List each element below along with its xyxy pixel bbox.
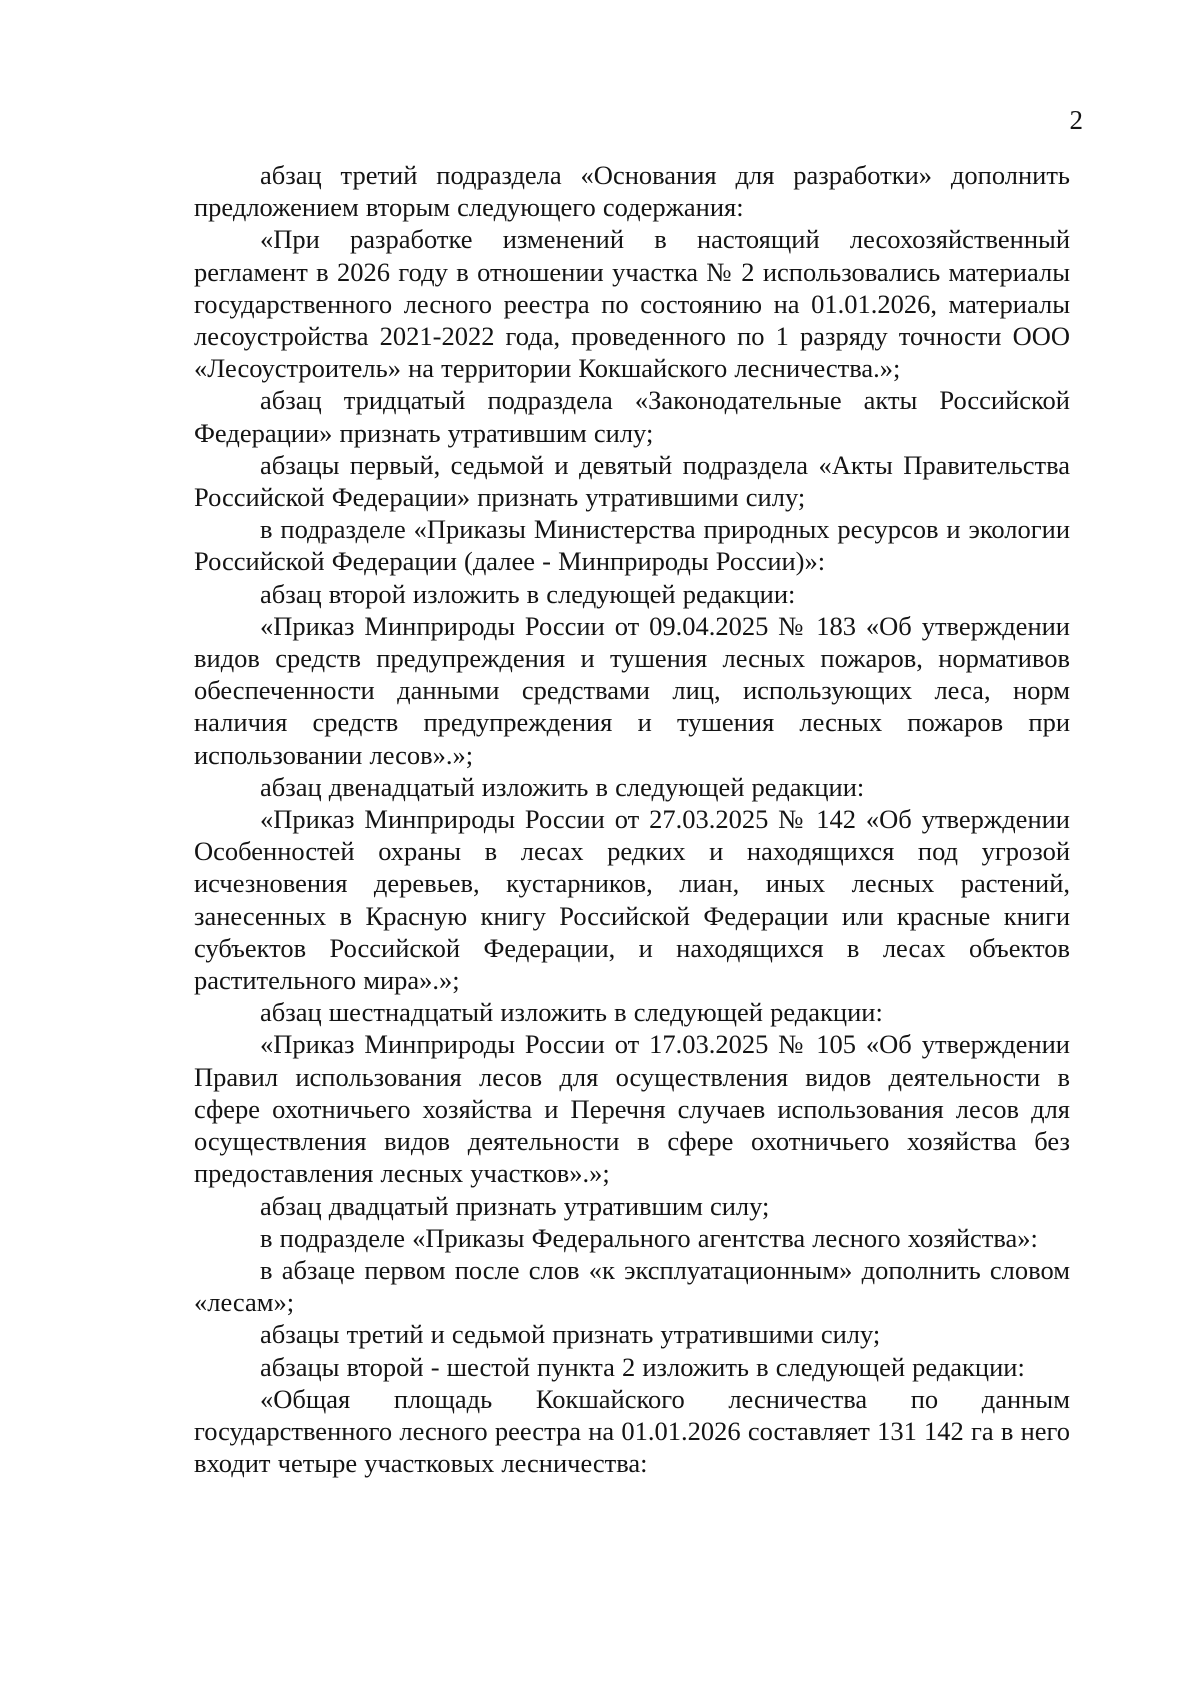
paragraph: «Приказ Минприроды России от 17.03.2025 № 105 «Об утверждении Правил использования лесов для осуществления видов деятельности в сфере охотничьего хозяйства и Перечня случаев использования лесов для осуществления видов деятельности в сфере охотничьего хозяйства без предоставления лесных участков».»; bbox=[194, 1029, 1070, 1189]
paragraph: абзацы третий и седьмой признать утратившими силу; bbox=[260, 1319, 881, 1350]
paragraph: «При разработке изменений в настоящий лесохозяйственный регламент в 2026 году в отношении участка № 2 использовались материалы государственного лесного реестра по состоянию на 01.01.2026, материалы лесоустройства 2021-2022 года, проведенного по 1 разряду точности ООО «Лесоустроитель» на территории Кокшайского лесничества.»; bbox=[194, 224, 1070, 384]
paragraph: в подразделе «Приказы Министерства природных ресурсов и экологии Российской Федерации (далее - Минприроды России)»: bbox=[194, 514, 1070, 577]
paragraph: абзац тридцатый подраздела «Законодательные акты Российской Федерации» признать утратившим силу; bbox=[194, 385, 1070, 448]
paragraph: абзацы первый, седьмой и девятый подраздела «Акты Правительства Российской Федерации» признать утратившими силу; bbox=[194, 449, 1070, 513]
paragraph: в подразделе «Приказы Федерального агентства лесного хозяйства»: bbox=[260, 1222, 1038, 1253]
paragraph: в абзаце первом после слов «к эксплуатационным» дополнить словом «лесам»; bbox=[194, 1254, 1070, 1318]
paragraph: абзац двенадцатый изложить в следующей редакции: bbox=[260, 771, 865, 802]
paragraph: абзац двадцатый признать утратившим силу; bbox=[260, 1190, 770, 1221]
page-number: 2 bbox=[1069, 105, 1083, 135]
paragraph: абзац шестнадцатый изложить в следующей редакции: bbox=[260, 997, 883, 1028]
paragraph: абзац второй изложить в следующей редакции: bbox=[260, 578, 796, 609]
paragraph: «Приказ Минприроды России от 27.03.2025 № 142 «Об утверждении Особенностей охраны в лесах редких и находящихся под угрозой исчезновения деревьев, кустарников, лиан, иных лесных растений, занесенных в Красную книгу Российской Федерации или красные книги субъектов Российской Федерации, и находящихся в лесах объектов растительного мира».»; bbox=[194, 804, 1070, 996]
paragraph: «Приказ Минприроды России от 09.04.2025 № 183 «Об утверждении видов средств предупреждения и тушения лесных пожаров, нормативов обеспеченности данными средствами лиц, использующих леса, норм наличия средств предупреждения и тушения лесных пожаров при использовании лесов».»; bbox=[194, 610, 1070, 770]
paragraph: абзац третий подраздела «Основания для разработки» дополнить предложением вторым следующего содержания: bbox=[194, 160, 1070, 223]
document-body bbox=[194, 159, 1070, 1479]
paragraph: «Общая площадь Кокшайского лесничества по данным государственного лесного реестра на 01.01.2026 составляет 131 142 га в него входит четыре участковых лесничества: bbox=[194, 1383, 1070, 1479]
paragraph: абзацы второй - шестой пункта 2 изложить в следующей редакции: bbox=[260, 1351, 1025, 1382]
